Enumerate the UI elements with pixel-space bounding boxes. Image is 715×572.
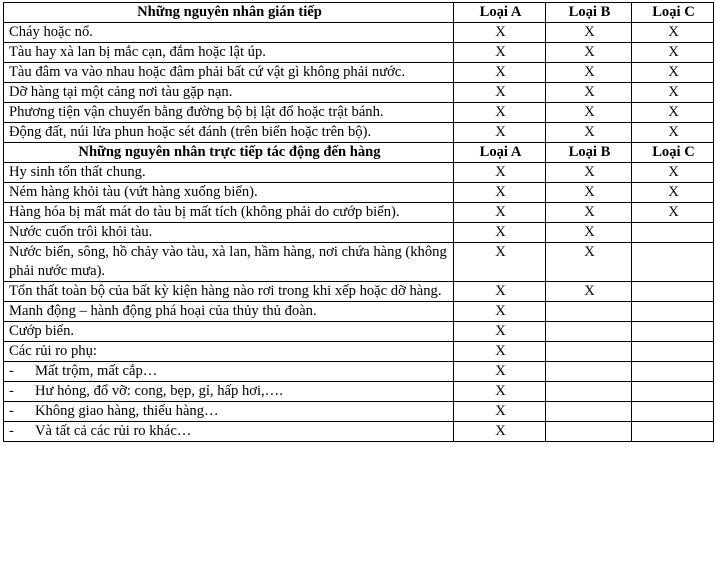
sub-risk-row bbox=[4, 402, 714, 422]
header-cause: Những nguyên nhân trực tiếp tác động đến hàng bbox=[4, 143, 454, 163]
header-loai-a: Loại A bbox=[454, 143, 546, 163]
sub-risk-text: Và tất cả các rủi ro khác… bbox=[35, 423, 192, 439]
sub-risk-row bbox=[4, 422, 714, 442]
mark-loai-a: X bbox=[454, 422, 546, 442]
bullet-dash: - bbox=[9, 423, 14, 439]
mark-loai-a: X bbox=[454, 63, 546, 83]
mark-loai-a: X bbox=[454, 223, 546, 243]
cause-cell: Các rủi ro phụ: bbox=[4, 342, 454, 362]
cause-cell: Phương tiện vận chuyển bằng đường bộ bị lật đổ hoặc trật bánh. bbox=[4, 103, 454, 123]
mark-loai-c bbox=[632, 362, 714, 382]
table-row bbox=[4, 63, 714, 83]
mark-loai-c bbox=[632, 422, 714, 442]
mark-loai-a: X bbox=[454, 322, 546, 342]
mark-loai-b bbox=[546, 422, 632, 442]
sub-risk-row bbox=[4, 362, 714, 382]
mark-loai-a: X bbox=[454, 83, 546, 103]
mark-loai-c bbox=[632, 282, 714, 302]
mark-loai-b bbox=[546, 302, 632, 322]
mark-loai-b: X bbox=[546, 83, 632, 103]
direct-causes-header-row bbox=[4, 143, 714, 163]
mark-loai-a: X bbox=[454, 302, 546, 322]
indirect-causes-header-row bbox=[4, 3, 714, 23]
mark-loai-a: X bbox=[454, 163, 546, 183]
mark-loai-a: X bbox=[454, 23, 546, 43]
mark-loai-c: X bbox=[632, 183, 714, 203]
mark-loai-c bbox=[632, 223, 714, 243]
mark-loai-b: X bbox=[546, 243, 632, 282]
cause-cell: Động đất, núi lửa phun hoặc sét đánh (trên biển hoặc trên bộ). bbox=[4, 123, 454, 143]
mark-loai-a: X bbox=[454, 43, 546, 63]
table-row bbox=[4, 183, 714, 203]
sub-risk-text: Mất trộm, mất cắp… bbox=[35, 363, 158, 379]
mark-loai-b: X bbox=[546, 183, 632, 203]
table-row bbox=[4, 83, 714, 103]
sub-risk-cell bbox=[4, 422, 454, 442]
sub-risk-cell bbox=[4, 362, 454, 382]
mark-loai-b: X bbox=[546, 63, 632, 83]
sub-risk-cell bbox=[4, 382, 454, 402]
mark-loai-c bbox=[632, 402, 714, 422]
table-row bbox=[4, 23, 714, 43]
table-row bbox=[4, 103, 714, 123]
cause-cell: Tàu đâm va vào nhau hoặc đâm phải bất cứ vật gì không phải nước. bbox=[4, 63, 454, 83]
table-row bbox=[4, 43, 714, 63]
mark-loai-b bbox=[546, 342, 632, 362]
cause-cell: Tổn thất toàn bộ của bất kỳ kiện hàng nào rơi trong khi xếp hoặc dỡ hàng. bbox=[4, 282, 454, 302]
mark-loai-c: X bbox=[632, 63, 714, 83]
table-row bbox=[4, 203, 714, 223]
bullet-dash: - bbox=[9, 383, 14, 399]
mark-loai-a: X bbox=[454, 382, 546, 402]
header-loai-c: Loại C bbox=[632, 143, 714, 163]
sub-risk-text: Không giao hàng, thiếu hàng… bbox=[35, 403, 219, 419]
mark-loai-a: X bbox=[454, 123, 546, 143]
header-loai-b: Loại B bbox=[546, 3, 632, 23]
sub-risk-row bbox=[4, 382, 714, 402]
mark-loai-b: X bbox=[546, 282, 632, 302]
bullet-dash: - bbox=[9, 403, 14, 419]
header-loai-b: Loại B bbox=[546, 143, 632, 163]
mark-loai-a: X bbox=[454, 282, 546, 302]
table-row bbox=[4, 163, 714, 183]
table-row bbox=[4, 322, 714, 342]
bullet-dash: - bbox=[9, 363, 14, 379]
mark-loai-c bbox=[632, 243, 714, 282]
mark-loai-c: X bbox=[632, 203, 714, 223]
table-row bbox=[4, 223, 714, 243]
mark-loai-a: X bbox=[454, 203, 546, 223]
mark-loai-b: X bbox=[546, 123, 632, 143]
mark-loai-c: X bbox=[632, 103, 714, 123]
mark-loai-a: X bbox=[454, 103, 546, 123]
mark-loai-a: X bbox=[454, 243, 546, 282]
cause-cell: Hy sinh tổn thất chung. bbox=[4, 163, 454, 183]
mark-loai-b bbox=[546, 322, 632, 342]
cause-cell: Tàu hay xà lan bị mắc cạn, đắm hoặc lật úp. bbox=[4, 43, 454, 63]
table-row bbox=[4, 282, 714, 302]
cause-cell: Manh động – hành động phá hoại của thủy thủ đoàn. bbox=[4, 302, 454, 322]
sub-risk-cell bbox=[4, 402, 454, 422]
mark-loai-a: X bbox=[454, 342, 546, 362]
cause-cell: Cướp biển. bbox=[4, 322, 454, 342]
header-loai-a: Loại A bbox=[454, 3, 546, 23]
cause-cell: Ném hàng khỏi tàu (vứt hàng xuống biển). bbox=[4, 183, 454, 203]
cause-cell: Cháy hoặc nổ. bbox=[4, 23, 454, 43]
mark-loai-a: X bbox=[454, 402, 546, 422]
mark-loai-c bbox=[632, 302, 714, 322]
mark-loai-b bbox=[546, 402, 632, 422]
mark-loai-c: X bbox=[632, 83, 714, 103]
table-row bbox=[4, 302, 714, 322]
mark-loai-b: X bbox=[546, 203, 632, 223]
mark-loai-b: X bbox=[546, 163, 632, 183]
cause-cell: Nước cuốn trôi khỏi tàu. bbox=[4, 223, 454, 243]
table-row bbox=[4, 243, 714, 282]
mark-loai-b: X bbox=[546, 103, 632, 123]
table-row bbox=[4, 342, 714, 362]
table-row bbox=[4, 123, 714, 143]
cause-cell: Nước biển, sông, hồ chảy vào tàu, xà lan, hầm hàng, nơi chứa hàng (không phải nước mưa). bbox=[4, 243, 454, 282]
mark-loai-c: X bbox=[632, 23, 714, 43]
mark-loai-b bbox=[546, 362, 632, 382]
mark-loai-b: X bbox=[546, 23, 632, 43]
risk-coverage-table bbox=[3, 2, 714, 442]
mark-loai-c: X bbox=[632, 123, 714, 143]
header-loai-c: Loại C bbox=[632, 3, 714, 23]
mark-loai-a: X bbox=[454, 362, 546, 382]
cause-cell: Dỡ hàng tại một cảng nơi tàu gặp nạn. bbox=[4, 83, 454, 103]
mark-loai-c: X bbox=[632, 43, 714, 63]
mark-loai-c bbox=[632, 322, 714, 342]
mark-loai-b: X bbox=[546, 43, 632, 63]
cause-cell: Hàng hóa bị mất mát do tàu bị mất tích (không phải do cướp biển). bbox=[4, 203, 454, 223]
mark-loai-b bbox=[546, 382, 632, 402]
mark-loai-a: X bbox=[454, 183, 546, 203]
mark-loai-b: X bbox=[546, 223, 632, 243]
sub-risk-text: Hư hỏng, đổ vỡ: cong, bẹp, gỉ, hấp hơi,…. bbox=[35, 383, 283, 399]
mark-loai-c bbox=[632, 342, 714, 362]
header-cause: Những nguyên nhân gián tiếp bbox=[4, 3, 454, 23]
mark-loai-c bbox=[632, 382, 714, 402]
mark-loai-c: X bbox=[632, 163, 714, 183]
